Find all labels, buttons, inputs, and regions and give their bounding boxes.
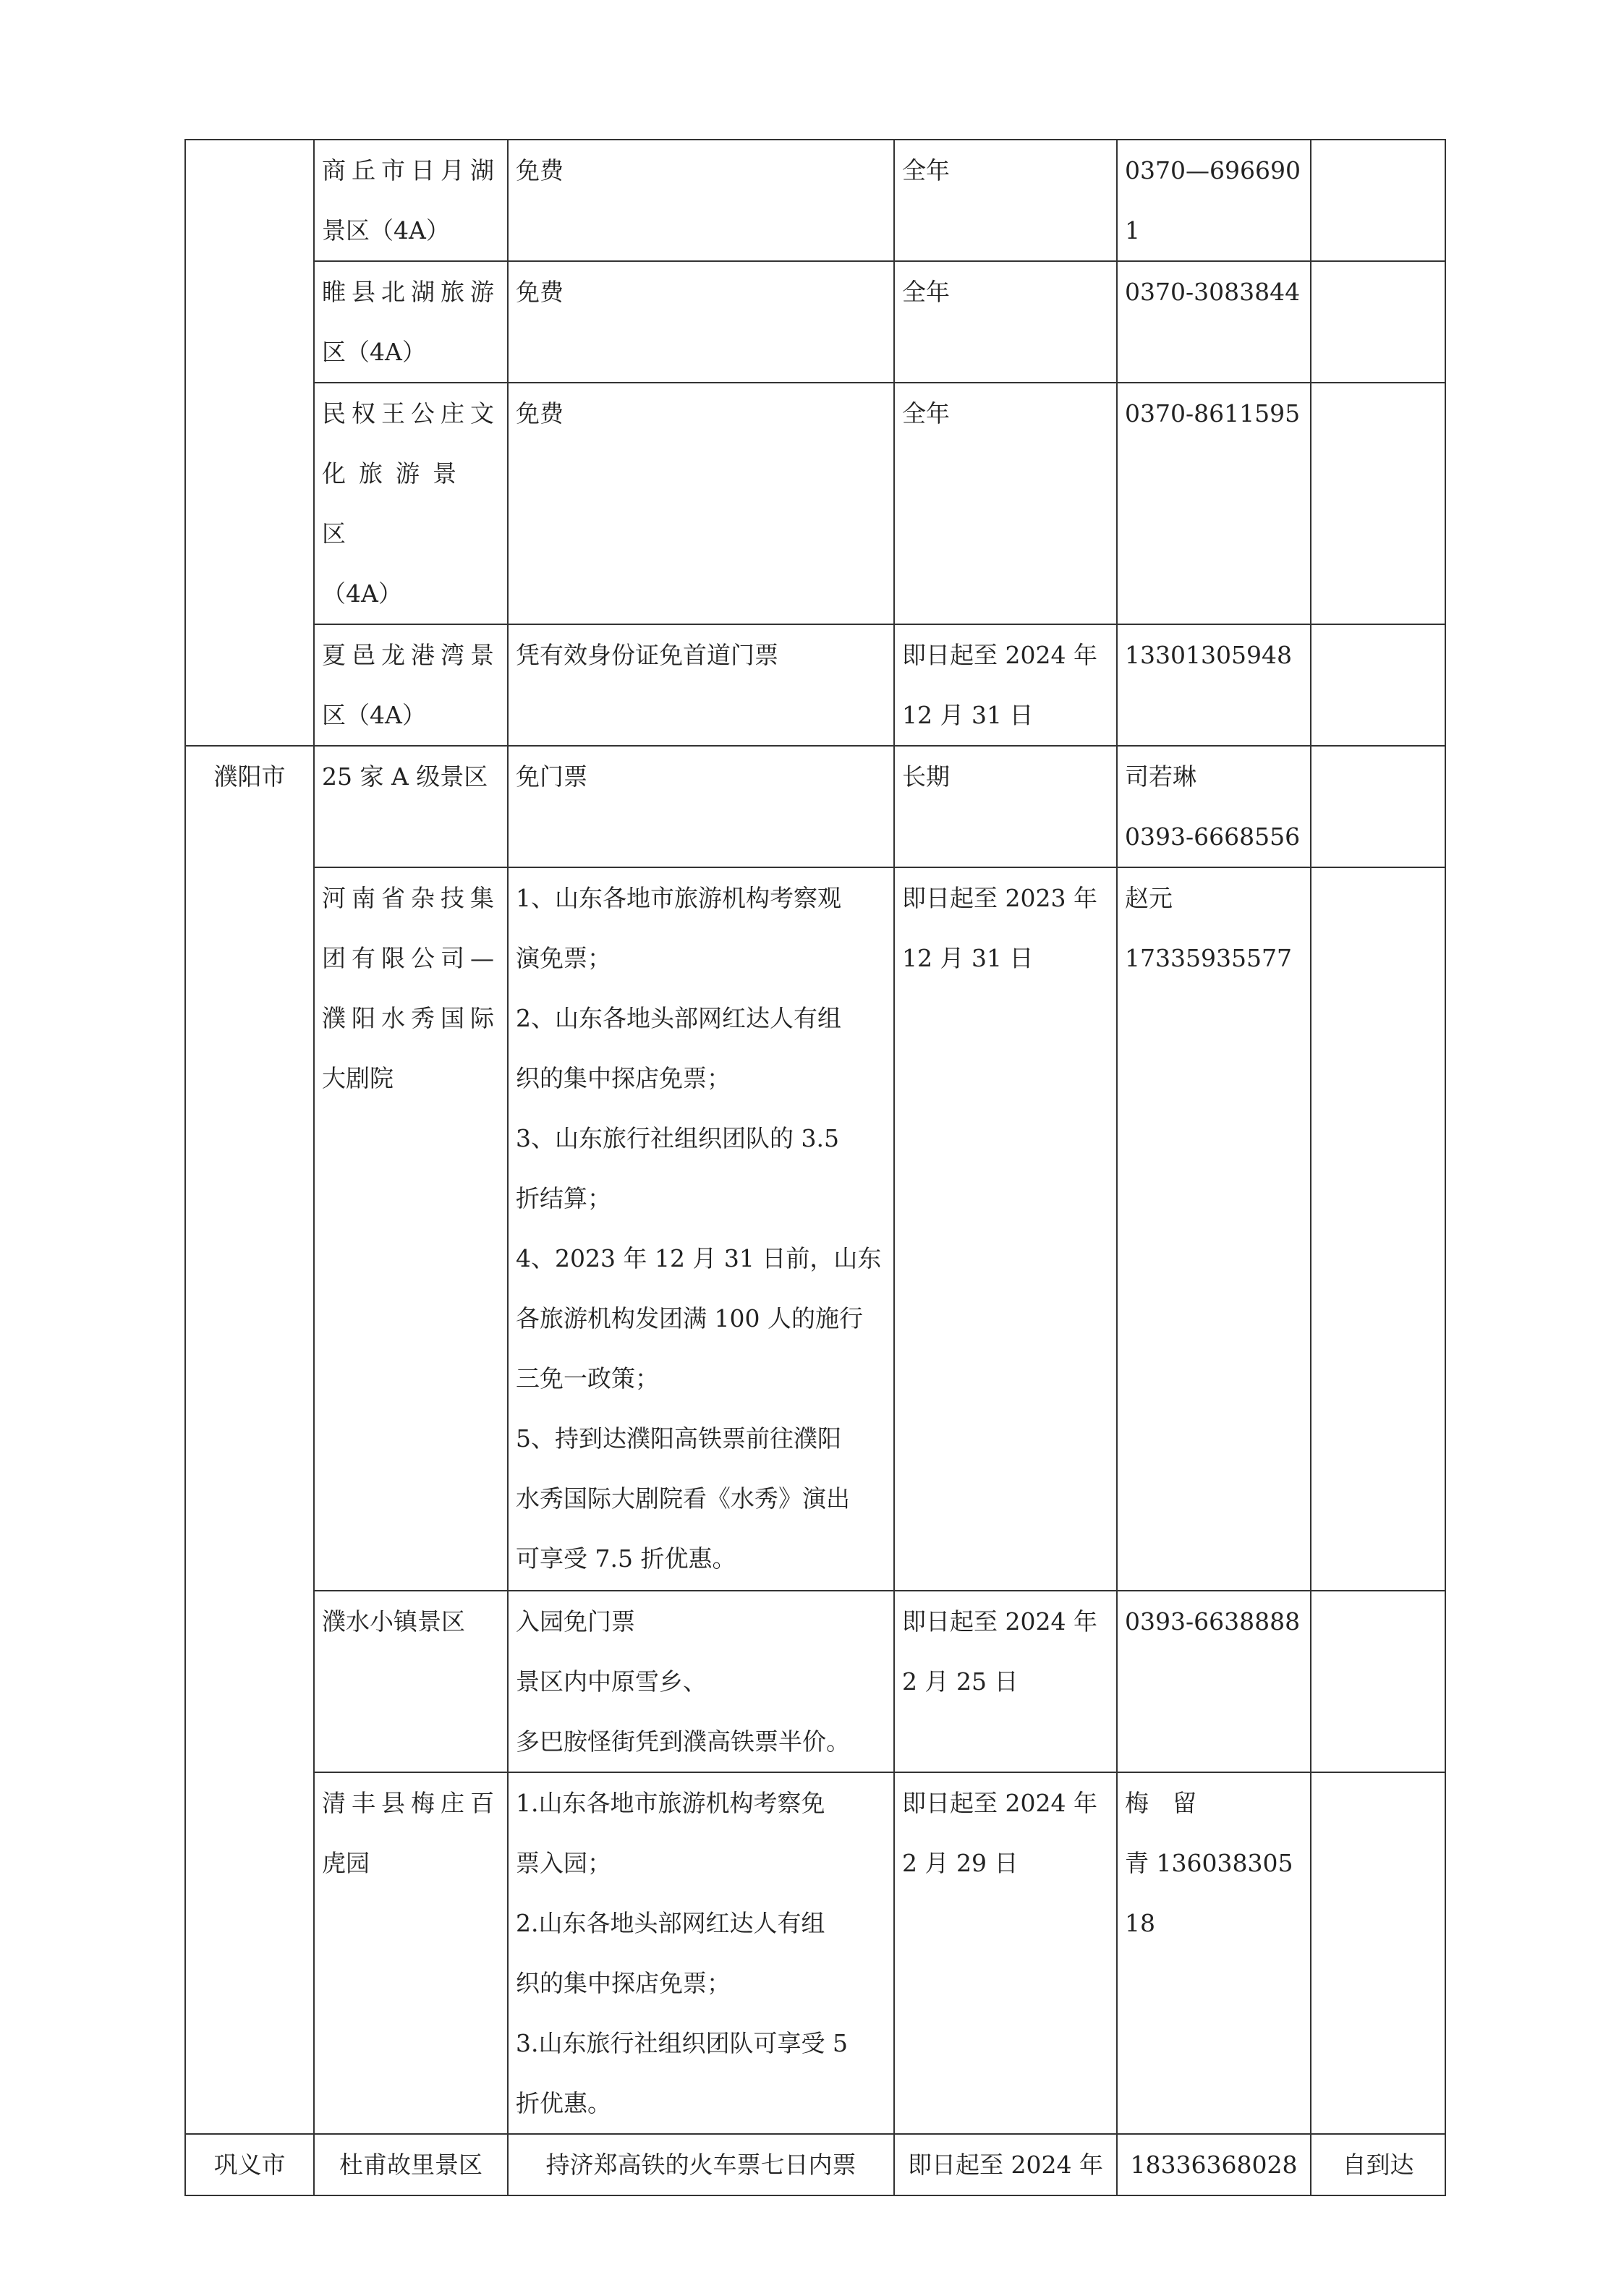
period-cell: 即日起至 2024 年 [894, 2134, 1117, 2195]
table-row [185, 867, 1445, 1591]
scenic-name-cell: 杜甫故里景区 [314, 2134, 508, 2195]
period-cell: 即日起至 2024 年 2 月 25 日 [894, 1591, 1117, 1772]
contact-cell: 司若琳 0393-6668556 [1117, 746, 1311, 867]
note-cell: 自到达 [1311, 2134, 1445, 2195]
contact-cell: 13301305948 [1117, 624, 1311, 746]
scenic-name-cell: 濮水小镇景区 [314, 1591, 508, 1772]
note-cell [1311, 383, 1445, 624]
note-cell [1311, 261, 1445, 383]
city-cell [185, 140, 314, 746]
note-cell [1311, 624, 1445, 746]
scenic-name-cell: 民权王公庄文 化旅游景区 （4A） [314, 383, 508, 624]
scenic-spots-table [184, 139, 1446, 2196]
scenic-name-cell: 清丰县梅庄百 虎园 [314, 1772, 508, 2134]
note-cell [1311, 1591, 1445, 1772]
table-row [185, 1772, 1445, 2134]
policy-cell: 免费 [508, 140, 894, 261]
table-row [185, 1591, 1445, 1772]
table-row [185, 140, 1445, 261]
table-row [185, 2134, 1445, 2195]
contact-cell: 赵元 17335935577 [1117, 867, 1311, 1591]
note-cell [1311, 1772, 1445, 2134]
contact-cell: 梅 留 青 13603830518 [1117, 1772, 1311, 2134]
city-cell: 巩义市 [185, 2134, 314, 2195]
period-cell: 全年 [894, 261, 1117, 383]
policy-cell: 持济郑高铁的火车票七日内票 [508, 2134, 894, 2195]
city-cell: 濮阳市 [185, 746, 314, 2134]
note-cell [1311, 867, 1445, 1591]
policy-cell: 1、山东各地市旅游机构考察观 演免票； 2、山东各地头部网红达人有组 织的集中探店免票； 3、山东旅行社组织团队的 3.5 折结算； 4、2023 年 12 月 31 日前，山东 各旅游机构发团满 100 人的施行 三免一政策； 5、持到达濮阳高铁票前往濮阳 水秀国际大剧院看《水秀》演出 可享受 7.5 折优惠。 [508, 867, 894, 1591]
policy-cell: 凭有效身份证免首道门票 [508, 624, 894, 746]
period-cell: 全年 [894, 140, 1117, 261]
contact-cell: 0393-6638888 [1117, 1591, 1311, 1772]
policy-cell: 入园免门票 景区内中原雪乡、 多巴胺怪街凭到濮高铁票半价。 [508, 1591, 894, 1772]
note-cell [1311, 746, 1445, 867]
contact-cell: 0370—6966901 [1117, 140, 1311, 261]
table-row [185, 261, 1445, 383]
table-row [185, 624, 1445, 746]
note-cell [1311, 140, 1445, 261]
policy-cell: 1.山东各地市旅游机构考察免 票入园； 2.山东各地头部网红达人有组 织的集中探店免票； 3.山东旅行社组织团队可享受 5 折优惠。 [508, 1772, 894, 2134]
contact-cell: 0370-8611595 [1117, 383, 1311, 624]
scenic-name-cell: 25 家 A 级景区 [314, 746, 508, 867]
period-cell: 即日起至 2023 年 12 月 31 日 [894, 867, 1117, 1591]
contact-cell: 18336368028 [1117, 2134, 1311, 2195]
scenic-name-cell: 河南省杂技集 团有限公司— 濮阳水秀国际 大剧院 [314, 867, 508, 1591]
scenic-name-cell: 睢县北湖旅游 区（4A） [314, 261, 508, 383]
scenic-name-cell: 夏邑龙港湾景 区（4A） [314, 624, 508, 746]
policy-cell: 免门票 [508, 746, 894, 867]
policy-cell: 免费 [508, 383, 894, 624]
period-cell: 即日起至 2024 年 2 月 29 日 [894, 1772, 1117, 2134]
contact-cell: 0370-3083844 [1117, 261, 1311, 383]
period-cell: 全年 [894, 383, 1117, 624]
period-cell: 即日起至 2024 年 12 月 31 日 [894, 624, 1117, 746]
table-row [185, 746, 1445, 867]
scenic-name-cell: 商丘市日月湖 景区（4A） [314, 140, 508, 261]
table-row [185, 383, 1445, 624]
policy-cell: 免费 [508, 261, 894, 383]
period-cell: 长期 [894, 746, 1117, 867]
